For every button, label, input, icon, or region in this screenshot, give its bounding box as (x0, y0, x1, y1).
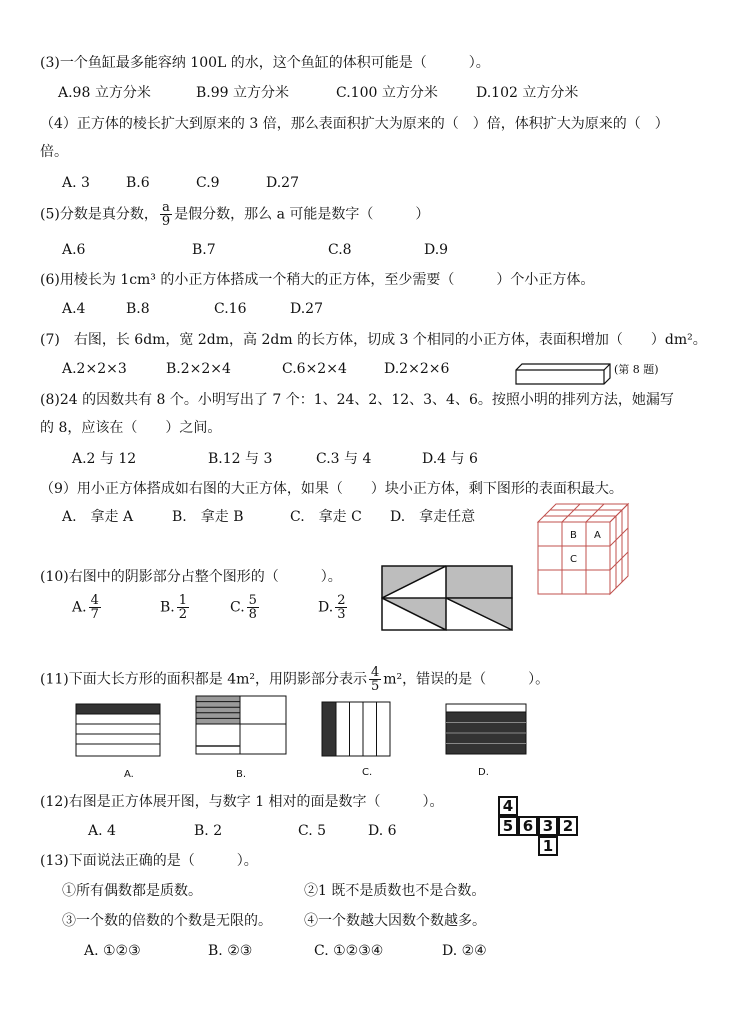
q6-option-a: A.4 (62, 301, 86, 317)
q11-caption-a: A. (124, 769, 134, 780)
q6-option-d: D.27 (290, 301, 323, 317)
q12-option-a: A. 4 (88, 823, 116, 839)
q11-figure-a (74, 702, 164, 760)
q3-option-d: D.102 立方分米 (476, 85, 579, 101)
q10-option-c (230, 594, 261, 621)
q8-stem-line2: 的 8，应该在（ ）之间。 (40, 420, 222, 436)
q11-stem (40, 666, 549, 693)
q5-option-d: D.9 (424, 242, 449, 258)
q7-option-c: C.6×2×4 (282, 361, 347, 377)
q9-option-a: A. 拿走 A (62, 509, 134, 525)
q13-option-b: B. ②③ (208, 943, 253, 959)
q9-stem: （9）用小正方体搭成如右图的大正方体，如果（ ）块小正方体，剩下图形的表面积最大。 (40, 481, 623, 497)
q10-option-c-den: 8 (248, 607, 257, 622)
q10-option-b-letter: B. (160, 599, 175, 616)
q6-stem: (6)用棱长为 1cm³ 的小正方体搭成一个稍大的正方体，至少需要（ ）个小正方体。 (40, 272, 595, 288)
q9-cube-figure (530, 498, 636, 600)
q8-stem-line1: (8)24 的因数共有 8 个。小明写出了 7 个：1、24、2、12、3、4、6。按照小明的排列方法，她漏写 (40, 392, 674, 408)
q12-stem: (12)右图是正方体展开图，与数字 1 相对的面是数字（ ）。 (40, 794, 444, 810)
q9-cube-label-c: C (570, 554, 577, 565)
q5-option-a: A.6 (62, 242, 86, 258)
q13-option-a: A. ①②③ (84, 943, 141, 959)
q6-option-c: C.16 (214, 301, 247, 317)
q12-option-b: B. 2 (194, 823, 223, 839)
q9-option-b: B. 拿走 B (172, 509, 244, 525)
q10-option-d (318, 594, 349, 621)
q9-cube-label-b: B (570, 530, 577, 541)
q10-option-a-num: 4 (90, 593, 99, 608)
q8-option-d: D.4 与 6 (422, 451, 478, 467)
q5-stem (40, 201, 429, 228)
q10-option-b (160, 594, 191, 621)
q12-net-row-2: 3 (538, 816, 558, 836)
q7-option-a: A.2×2×3 (62, 361, 127, 377)
q5-stem-after: 是假分数，那么 a 可能是数字（ ） (174, 206, 430, 223)
q9-option-c: C. 拿走 C (290, 509, 362, 525)
q10-option-d-num: 2 (337, 593, 346, 608)
q13-option-d: D. ②④ (442, 943, 487, 959)
q10-option-b-num: 1 (178, 593, 188, 608)
q5-fraction-num: a (160, 201, 172, 215)
q4-stem-line2: 倍。 (40, 144, 68, 160)
q7-option-b: B.2×2×4 (166, 361, 231, 377)
q4-option-d: D.27 (266, 175, 299, 191)
q10-stem: (10)右图中的阴影部分占整个图形的（ ）。 (40, 569, 342, 585)
q4-option-c: C.9 (196, 175, 220, 191)
q8-option-a: A.2 与 12 (72, 451, 137, 467)
q3-option-c: C.100 立方分米 (336, 85, 438, 101)
q12-net-top: 4 (498, 796, 518, 816)
q11-caption-c: C. (362, 767, 373, 778)
q10-option-c-num: 5 (248, 593, 257, 608)
q5-fraction-den: 9 (161, 214, 171, 229)
q8-option-b: B.12 与 3 (208, 451, 273, 467)
q13-stem: (13)下面说法正确的是（ ）。 (40, 853, 258, 869)
q12-option-c: C. 5 (298, 823, 327, 839)
q12-net-row-0: 5 (498, 816, 518, 836)
q11-figure-c (320, 700, 394, 760)
q12-net-bottom: 1 (538, 836, 558, 856)
q4-option-a: A. 3 (62, 175, 90, 191)
q3-option-a: A.98 立方分米 (58, 85, 151, 101)
q13-statement-4: ④一个数越大因数个数越多。 (304, 913, 486, 929)
q11-fraction-num: 4 (370, 665, 380, 680)
q12-option-d: D. 6 (368, 823, 397, 839)
q11-stem-before: (11)下面大长方形的面积都是 4m²，用阴影部分表示 (40, 671, 367, 688)
q10-shaded-figure (380, 564, 516, 636)
q10-option-a-den: 7 (90, 607, 99, 622)
q3-option-b: B.99 立方分米 (196, 85, 290, 101)
q10-option-d-letter: D. (318, 599, 334, 616)
q13-statement-1: ①所有偶数都是质数。 (62, 883, 202, 899)
q7-figure-caption: (第 8 题) (614, 363, 659, 376)
q7-stem: (7) 右图，长 6dm，宽 2dm，高 2dm 的长方体，切成 3 个相同的小正方体，表面积增加（ ）dm²。 (40, 332, 707, 348)
q10-option-b-den: 2 (178, 607, 188, 622)
q10-option-a (72, 594, 103, 621)
q12-net-row-1: 6 (518, 816, 538, 836)
q5-option-c: C.8 (328, 242, 352, 258)
q9-cube-label-a: A (594, 530, 601, 541)
q10-option-a-letter: A. (72, 599, 87, 616)
q11-fraction-den: 5 (370, 679, 380, 694)
q6-option-b: B.8 (126, 301, 150, 317)
q7-option-d: D.2×2×6 (384, 361, 450, 377)
q9-option-d: D. 拿走任意 (390, 509, 476, 525)
q5-stem-before: (5)分数是真分数， (40, 206, 158, 223)
q4-stem-line1: （4）正方体的棱长扩大到原来的 3 倍，那么表面积扩大为原来的（ ）倍，体积扩大为原来的（ ） (40, 116, 669, 132)
q11-figure-d (444, 702, 530, 760)
q10-option-d-den: 3 (337, 607, 346, 622)
q11-stem-after: m²，错误的是（ ）。 (383, 671, 550, 688)
q11-caption-b: B. (236, 769, 247, 780)
q11-caption-d: D. (478, 767, 489, 778)
q12-net-row-3: 2 (558, 816, 578, 836)
q13-option-c: C. ①②③④ (314, 943, 384, 959)
q8-option-c: C.3 与 4 (316, 451, 372, 467)
q7-cuboid-figure (514, 358, 614, 388)
q4-option-b: B.6 (126, 175, 150, 191)
q13-statement-2: ②1 既不是质数也不是合数。 (304, 883, 486, 899)
q11-figure-b (194, 694, 290, 758)
q13-statement-3: ③一个数的倍数的个数是无限的。 (62, 913, 272, 929)
q3-stem: (3)一个鱼缸最多能容纳 100L 的水，这个鱼缸的体积可能是（ ）。 (40, 55, 490, 71)
q5-fraction (160, 201, 172, 228)
q5-option-b: B.7 (192, 242, 216, 258)
q10-option-c-letter: C. (230, 599, 245, 616)
